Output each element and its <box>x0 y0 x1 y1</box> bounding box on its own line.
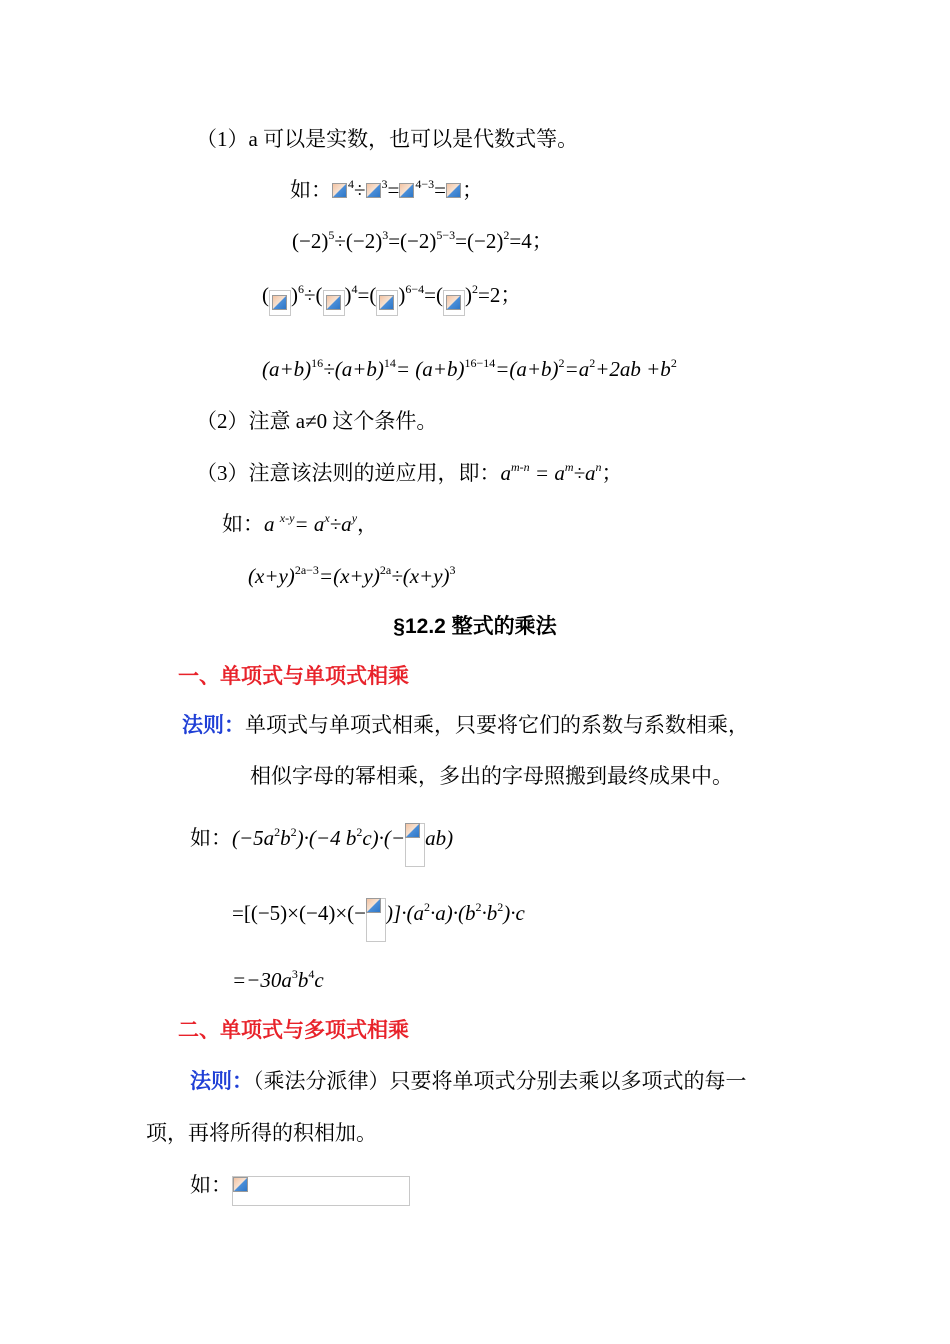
broken-image-icon <box>446 183 462 199</box>
rule-label: 法则： <box>190 1069 253 1093</box>
note-2: （2）注意 a≠0 这个条件。 <box>196 409 438 433</box>
note-1-example-3: ( )$^6$÷( )$^4$=( )$^{6-4}$=( )$^2$=2； <box>262 280 521 316</box>
part-2-heading: 二、单项式与多项式相乘 <box>178 1018 409 1042</box>
broken-image-icon <box>332 183 348 199</box>
part-1-rule: 法则：单项式与单项式相乘，只要将它们的系数与系数相乘， <box>182 713 749 737</box>
note-1: （1）a 可以是实数，也可以是代数式等。 <box>196 127 579 151</box>
part-1-rule-cont: 相似字母的幂相乘，多出的字母照搬到最终成果中。 <box>250 764 733 788</box>
part-1-example-line-1: 如：$(-5a^2b^2)\cdot(-4$ $b^2c)\cdot(-$ ab) <box>190 823 453 867</box>
section-title: §12.2 整式的乘法 <box>393 615 557 638</box>
note-1-example-2: $(-2)^5\div(-2)^3=(-2)^{5-3}=(-2)^2=4$； <box>292 228 553 253</box>
part-1-example-line-3: $=-30a^3b^4c$ <box>232 967 324 992</box>
part-2-example: 如： <box>190 1170 410 1206</box>
note-3-example-2: $(x+y)^{2a-3}=(x+y)^{2a}\div(x+y)^3$ <box>248 563 456 588</box>
broken-image-icon <box>366 898 386 942</box>
part-2-rule: 法则：（乘法分派律）只要将单项式分别去乘以多项式的每一 <box>190 1069 747 1093</box>
note-1-example-4: $(a+b)^{16}\div(a+b)^{14}= (a+b)^{16-14}=(a+b)^2=a^2+2ab +b^2$ <box>262 356 677 381</box>
broken-image-icon <box>232 1176 410 1206</box>
broken-image-icon <box>399 183 415 199</box>
part-2-rule-cont: 项，再将所得的积相加。 <box>146 1121 377 1145</box>
broken-image-icon <box>323 290 345 316</box>
broken-image-icon <box>376 290 398 316</box>
broken-image-icon <box>269 290 291 316</box>
broken-image-icon <box>366 183 382 199</box>
note-3-example-1: 如：a $^{x-y}= a^x\div a^y$， <box>222 511 379 536</box>
part-1-heading: 一、单项式与单项式相乘 <box>178 664 409 688</box>
note-1-example-1: 如： $^4$÷ $^3$= $^{4-3}$= ； <box>290 177 483 202</box>
rule-label: 法则： <box>182 713 245 737</box>
broken-image-icon <box>405 823 425 867</box>
note-3: （3）注意该法则的逆应用，即：$a^{m-n} = a^m\div a^n$； <box>196 460 623 485</box>
broken-image-icon <box>443 290 465 316</box>
part-1-example-line-2: =[(−5)×(−4)×(− )]$\cdot(a^2\cdot a)\cdot(b^2\cdot b^2)\cdot c$ <box>232 898 525 942</box>
